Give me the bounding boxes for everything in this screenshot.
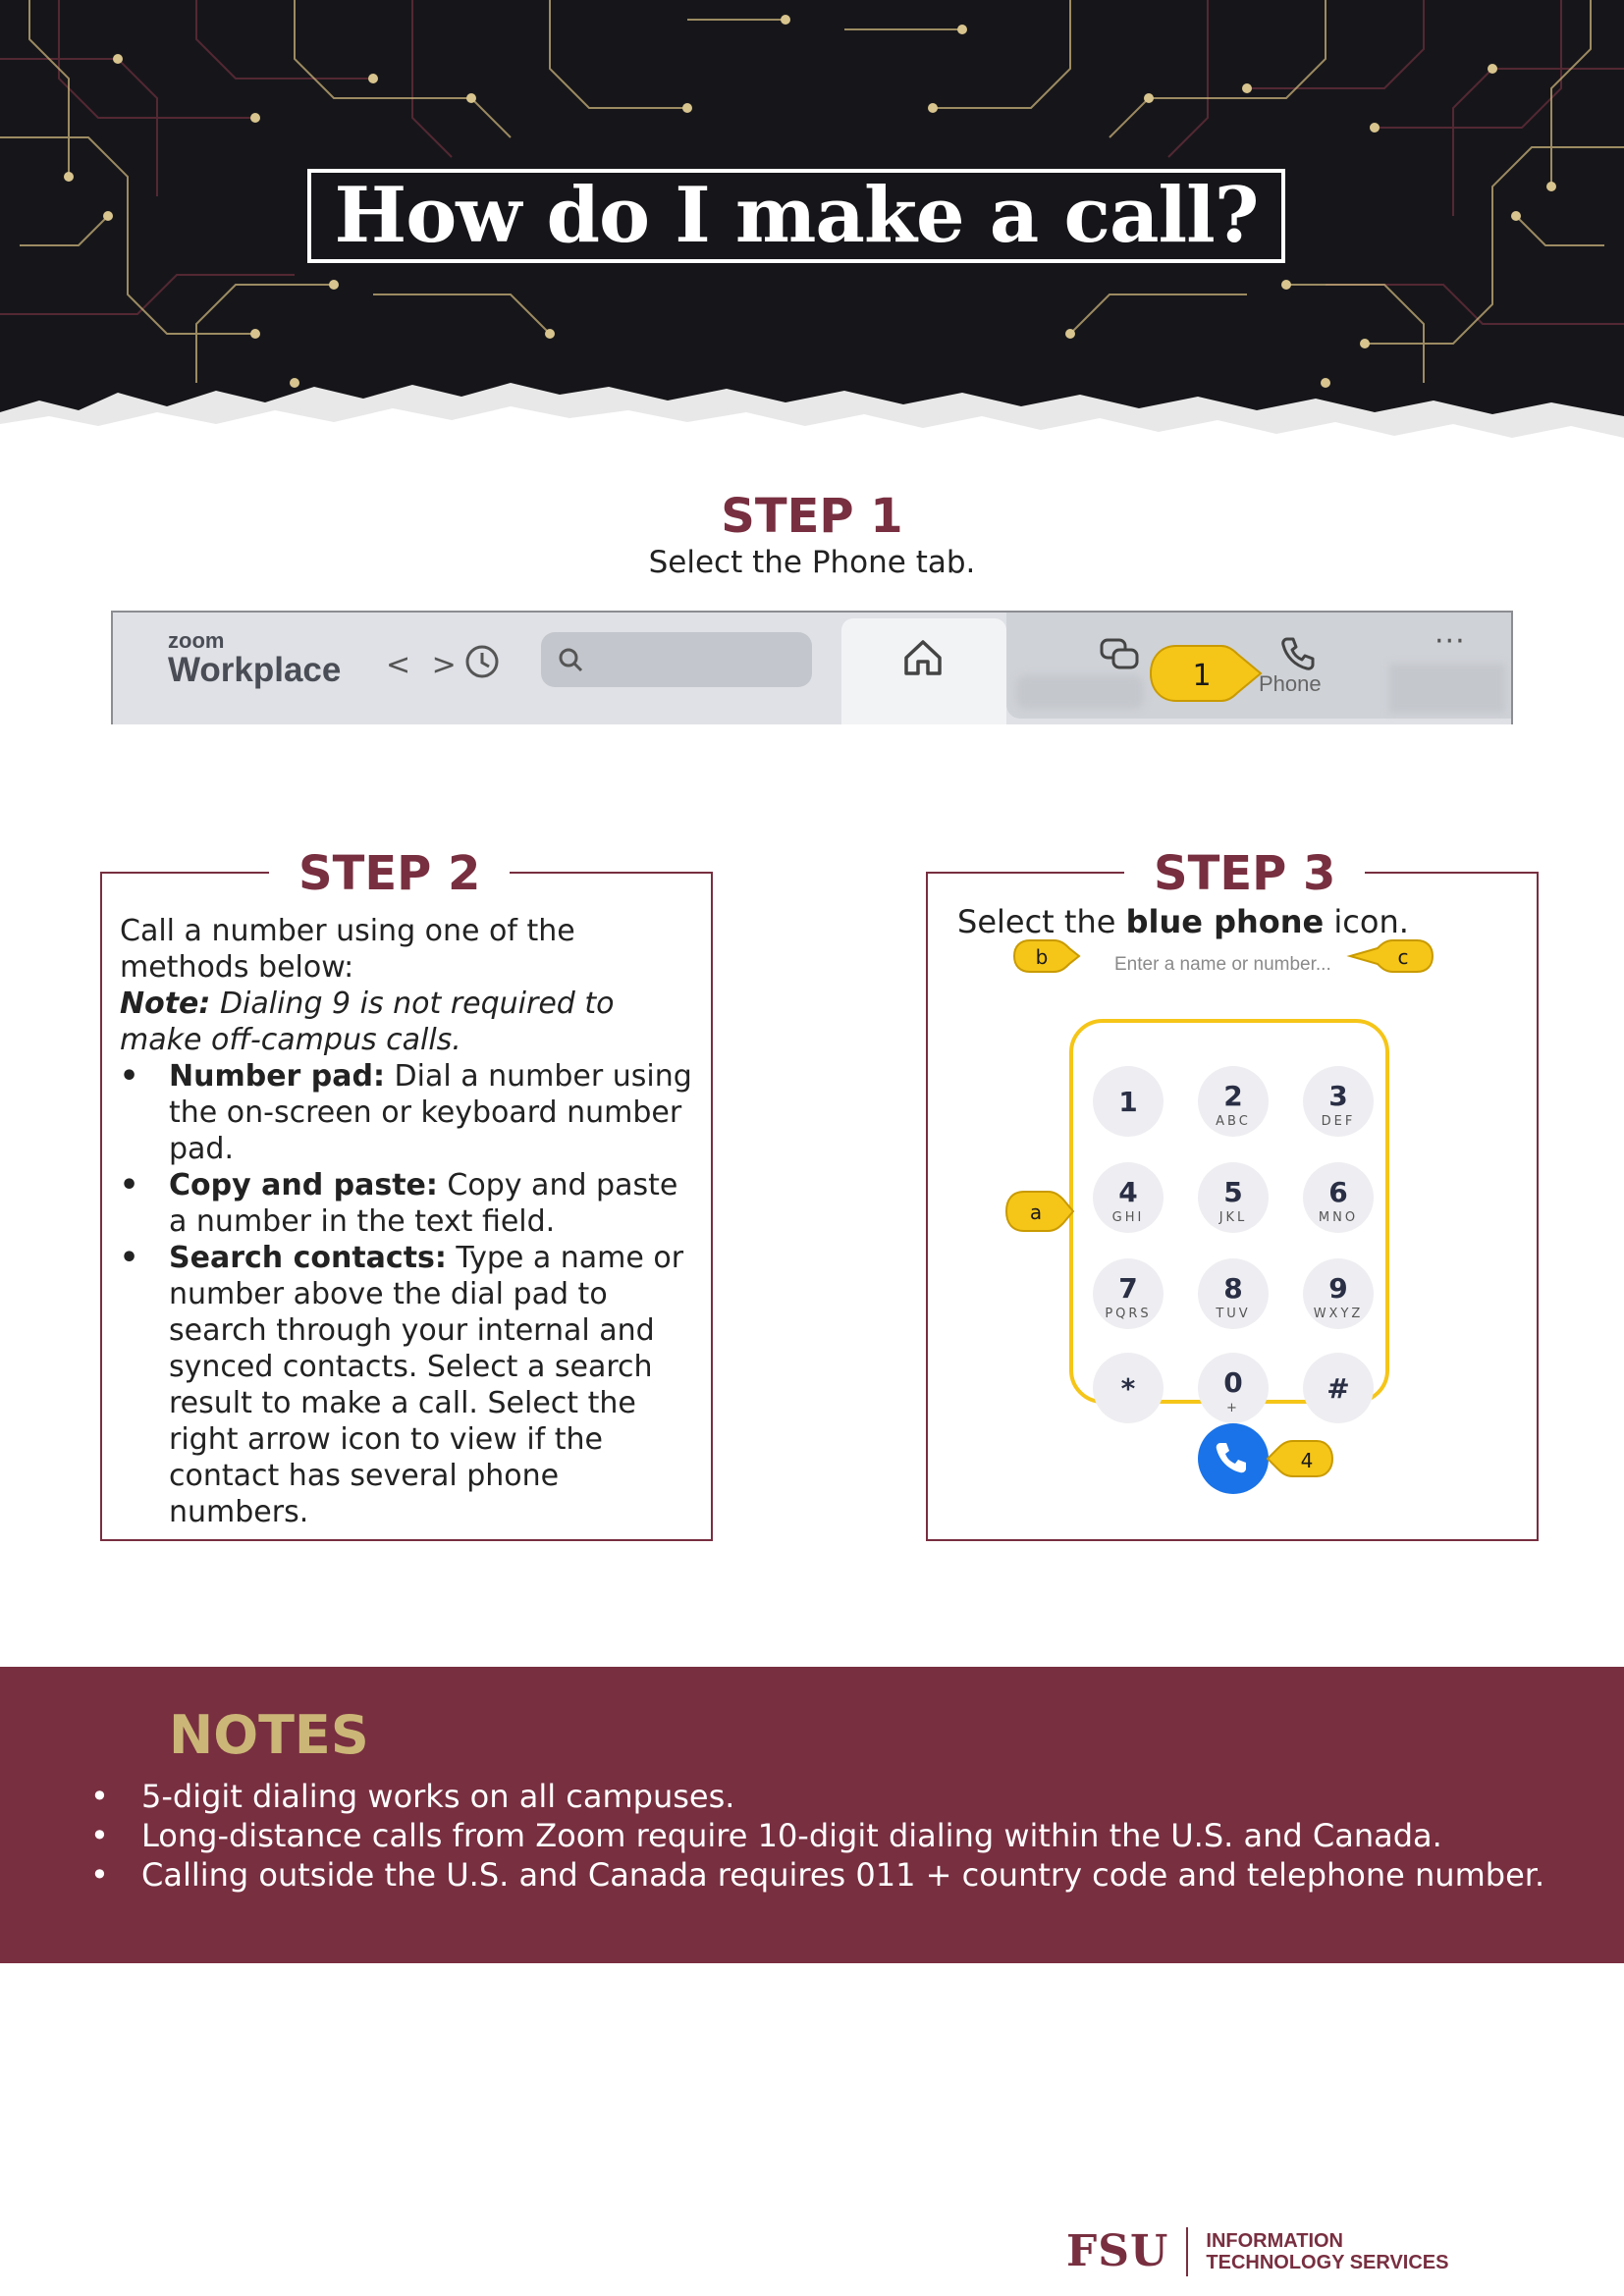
dial-key[interactable]: [1093, 1353, 1164, 1423]
list-item: [120, 1167, 699, 1240]
dial-key[interactable]: [1198, 1353, 1269, 1423]
callout-4-text: 4: [1300, 1449, 1314, 1472]
callout-b: [1014, 940, 1079, 972]
dial-key-letters: GHI: [1111, 1210, 1145, 1225]
callout-c: [1350, 940, 1433, 972]
tab-home[interactable]: [841, 618, 1006, 724]
dial-key[interactable]: [1303, 1353, 1374, 1423]
note-text: Dialing 9 is not required to make off-campus calls.: [120, 987, 615, 1057]
method-label: Search contacts:: [169, 1241, 447, 1275]
search-input[interactable]: [541, 632, 812, 687]
step2-intro: Call a number using one of the methods below:: [120, 914, 575, 985]
dial-key-digit: 0: [1223, 1366, 1243, 1399]
method-text: Dial a number using the on-screen or keyboard number pad.: [169, 1059, 692, 1166]
dial-key[interactable]: [1303, 1162, 1374, 1233]
search-icon: [557, 646, 584, 673]
step2-box: [100, 846, 713, 1541]
note-label: Note:: [120, 987, 211, 1021]
dial-key-letters: WXYZ: [1313, 1307, 1364, 1321]
method-label: Copy and paste:: [169, 1168, 438, 1202]
step2-heading: STEP 2: [269, 844, 510, 903]
list-item: [120, 1058, 699, 1167]
step3-box: [926, 846, 1539, 1541]
more-icon[interactable]: ···: [1435, 624, 1466, 659]
dial-key[interactable]: [1198, 1258, 1269, 1329]
desc-before: Select the: [957, 903, 1126, 940]
step3-heading: STEP 3: [1124, 844, 1365, 903]
dial-key-digit: 4: [1118, 1176, 1138, 1208]
dial-key-letters: DEF: [1321, 1114, 1356, 1129]
dept-line2: TECHNOLOGY SERVICES: [1206, 2251, 1449, 2273]
dial-key-digit: *: [1120, 1372, 1136, 1405]
dept-line1: INFORMATION: [1206, 2229, 1343, 2252]
page-title: How do I make a call?: [334, 171, 1259, 260]
dial-key-digit: 5: [1223, 1176, 1243, 1208]
dial-key-letters: MNO: [1318, 1210, 1359, 1225]
dial-key-letters: JKL: [1218, 1210, 1248, 1225]
dial-key[interactable]: [1093, 1066, 1164, 1137]
phone-icon[interactable]: [1277, 634, 1317, 673]
header-banner: [0, 0, 1624, 461]
dial-key-digit: #: [1326, 1372, 1350, 1405]
tab-phone-label[interactable]: Phone: [1259, 671, 1322, 696]
methods-list: [120, 1058, 699, 1530]
zoom-logo-big: Workplace: [168, 651, 342, 689]
list-item: • Calling outside the U.S. and Canada requires 011 + country code and telephone number.: [90, 1855, 1544, 1895]
dial-key-digit: 6: [1328, 1176, 1348, 1208]
notes-heading: NOTES: [169, 1704, 369, 1766]
blurred-tab: [1389, 664, 1505, 713]
dial-key-digit: 3: [1328, 1080, 1348, 1112]
dial-key-digit: 9: [1328, 1272, 1348, 1305]
dial-key-letters: TUV: [1216, 1307, 1251, 1321]
divider: [1186, 2227, 1188, 2276]
step2-note: [120, 986, 699, 1058]
nav-arrows[interactable]: < >: [386, 648, 462, 682]
dial-keys: [1093, 1066, 1374, 1423]
dial-key-letters: PQRS: [1105, 1307, 1152, 1321]
chat-icon[interactable]: [1098, 636, 1141, 675]
method-label: Number pad:: [169, 1059, 385, 1094]
dial-key[interactable]: [1303, 1258, 1374, 1329]
dial-key-digit: 8: [1223, 1272, 1243, 1305]
dial-key[interactable]: [1093, 1258, 1164, 1329]
dial-key-letters: +: [1226, 1401, 1240, 1415]
list-item: • Long-distance calls from Zoom require 10-digit dialing within the U.S. and Canada.: [90, 1816, 1544, 1855]
callout-a-text: a: [1029, 1201, 1043, 1224]
dial-key[interactable]: [1303, 1066, 1374, 1137]
notes-section: [0, 1667, 1624, 1963]
zoom-toolbar-screenshot: [111, 611, 1513, 724]
method-text: Copy and paste a number in the text field.: [169, 1168, 678, 1239]
history-icon[interactable]: [462, 642, 502, 681]
step1-heading: STEP 1: [721, 489, 903, 544]
footer-logo: [1066, 2226, 1448, 2276]
method-text: Type a name or number above the dial pad to search through your internal and synced contacts. Select a search result to make a call. Select the right arrow icon to view if the contact has several phone numbers.: [169, 1241, 684, 1529]
dial-key[interactable]: [1093, 1162, 1164, 1233]
callout-a: [1006, 1192, 1073, 1231]
home-icon: [900, 636, 946, 679]
step2-content: [120, 913, 699, 1530]
blurred-tab-label: [1016, 675, 1144, 709]
zoom-logo-small: zoom: [168, 628, 225, 653]
dial-key[interactable]: [1198, 1162, 1269, 1233]
zoom-logo: [168, 630, 341, 690]
title-frame: [307, 169, 1285, 263]
desc-bold: blue phone: [1125, 903, 1325, 940]
torn-paper-edge: [0, 373, 1624, 461]
dial-key-digit: 1: [1118, 1086, 1138, 1118]
call-button[interactable]: [1198, 1423, 1269, 1494]
callout-4: [1268, 1441, 1332, 1476]
list-item: [120, 1240, 699, 1530]
dial-key-digit: 7: [1118, 1272, 1138, 1305]
fsu-logo: FSU: [1066, 2226, 1169, 2276]
dial-search-input[interactable]: Enter a name or number...: [1114, 954, 1331, 975]
dial-key[interactable]: [1198, 1066, 1269, 1137]
callout-1-text: 1: [1192, 659, 1212, 693]
notes-list: [90, 1777, 1544, 1895]
callout-b-text: b: [1035, 945, 1049, 969]
dial-key-digit: 2: [1223, 1080, 1243, 1112]
callout-1: [1147, 642, 1265, 705]
dial-key-letters: ABC: [1216, 1114, 1251, 1129]
list-item: • 5-digit dialing works on all campuses.: [90, 1777, 1544, 1816]
department-name: [1206, 2230, 1448, 2273]
desc-after: icon.: [1324, 903, 1409, 940]
step1-description: Select the Phone tab.: [648, 545, 976, 580]
callout-c-text: c: [1397, 945, 1409, 969]
